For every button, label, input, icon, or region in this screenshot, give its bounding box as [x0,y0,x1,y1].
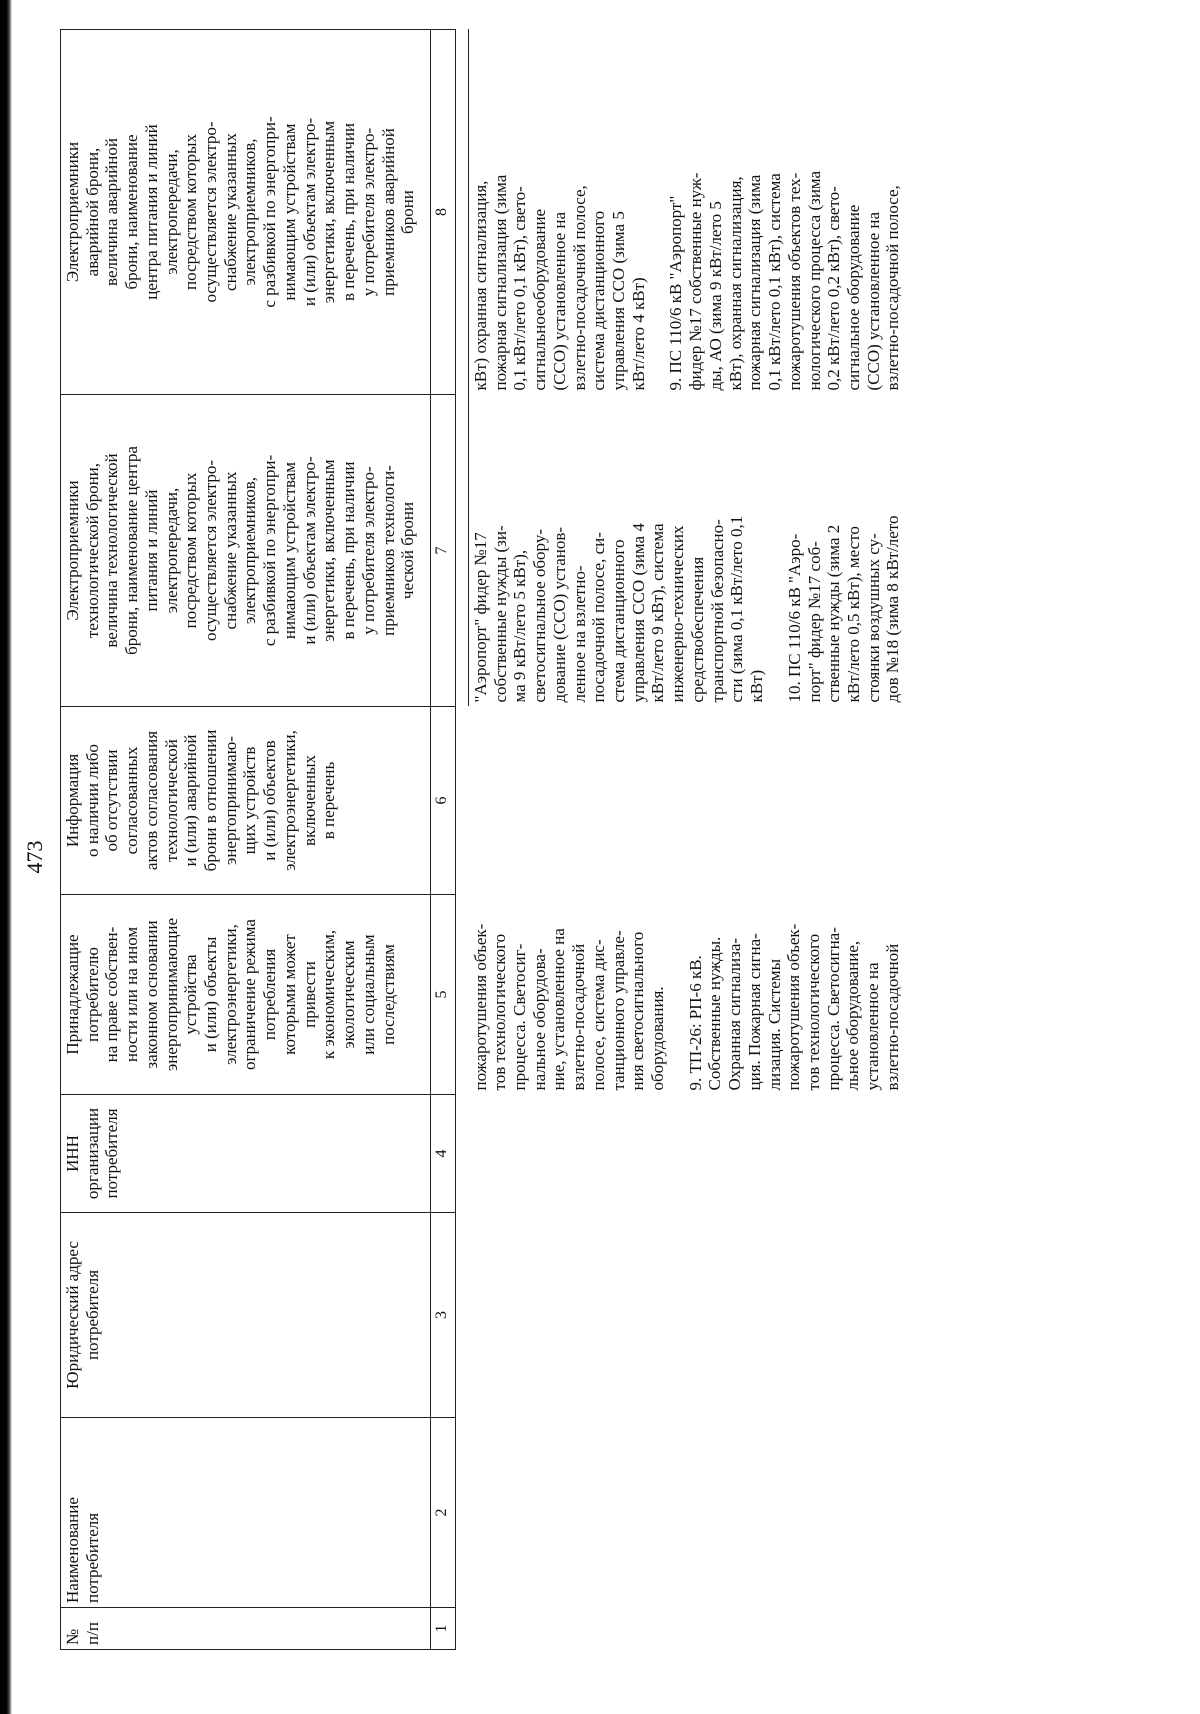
body-paragraph: 10. ПС 110/6 кВ "Аэро- порт" фидер №17 соб- ственные нужды (зима 2 кВт/лето 0,5 кВт), место стоянки воздушных су- дов №18 (зима 8 кВт/лето [784,515,903,703]
column-number: 1 [431,1608,456,1650]
body-cell-5 [469,895,1094,1095]
cell-empty [469,707,1094,895]
body-paragraph: пожаротушения объек- тов технологического процесса. Светосиг- нальное оборудова- ние, установленное на взлетно-посадочной полосе, система дис- танционного управле- ния светосигнального оборудования. [470,923,667,1091]
cell-empty [469,1095,1094,1213]
column-number: 8 [431,30,456,395]
body-paragraph: 9. ПС 110/6 кВ "Аэропорт" фидер №17 собственные нуж- ды, АО (зима 9 кВт/лето 5 кВт), охранная сигнализация, пожарная сигнализация (зима 0,1 кВт/лето 0,1 кВт), система пожаротушения объектов тех- нологического процесса (зима 0,2 кВт/лето 0,2 кВт), свето- сигнальное оборудование (ССО) установленное на взлетно-посадочной полосе, [666,170,903,391]
header-cell-1: № п/п [61,1608,431,1650]
column-number: 5 [431,895,456,1095]
header-cell-4: ИНН организации потребителя [61,1095,431,1213]
header-cell-6: Информация о наличии либо об отсутствии согласованных актов согласования технологической и (или) аварийной брони в отношении энергопринимаю- щих устройств и (или) объектов электроэнергетики, включенных в перечень [61,707,431,895]
consumer-table [60,29,1093,1650]
body-paragraph: "Аэропорт" фидер №17 собственные нужды (зи- ма 9 кВт/лето 5 кВт), светосигнальное обору- дование (ССО) установ- ленное на взлетно- посадочной полосе, си- стема дистанционного управления ССО (зима 4 кВт/лето 9 кВт), система инженерно-технических средствобеспечения транспортной безопасно- сти (зима 0,1 кВт/лето 0,1 кВт) [471,515,767,703]
page-number: 473 [22,840,47,874]
column-number-row [431,30,456,1650]
cell-empty [469,1418,1094,1608]
column-number: 3 [431,1213,456,1418]
column-number: 2 [431,1418,456,1608]
body-paragraph: кВт) охранная сигнализация, пожарная сигнализация (зима 0,1 кВт/лето 0,1 кВт), свето- сигнальноеоборудование (ССО) установленное на взлетно-посадочной полосе, система дистанционного управления ССО (зима 5 кВт/лето 4 кВт) [471,174,648,391]
column-number: 7 [431,395,456,707]
cell-empty [469,1608,1094,1650]
body-cell-8 [469,30,1094,395]
header-cell-8: Электроприемники аварийной брони, величина аварийной брони, наименование центра питания и линий электропередачи, посредством которых осуществляется электро- снабжение указанных электроприемников, с разбивкой по энергопри- нимающим устройствам и (или) объектам электро- энергетики, включенным в перечень, при наличии у потребителя электро- приемников аварийной брони [61,30,431,395]
body-cell-7 [469,395,1094,707]
column-number: 4 [431,1095,456,1213]
body-paragraph: 9. ТП-26: РП-6 кВ. Собственные нужды. Охранная сигнализа- ция. Пожарная сигна- лизация. Системы пожаротушения объек- тов технологического процесса. Светосигна- льное оборудование, установленное на взлетно-посадочной [685,923,902,1091]
header-cell-5: Принадлежащие потребителю на праве собствен- ности или на ином законном основании энергопринимающие устройства и (или) объекты электроэнергетики, ограничение режима потребления которыми может привести к экономическим, экологическим или социальным последствиям [61,895,431,1095]
cell-empty [469,1213,1094,1418]
header-row [61,30,431,1650]
header-cell-2: Наименование потребителя [61,1418,431,1608]
header-cell-3: Юридический адрес потребителя [61,1213,431,1418]
column-number: 6 [431,707,456,895]
separator-row [456,30,469,1650]
header-cell-7: Электроприемники технологической брони, величина технологической брони, наименование центра питания и линий электропередачи, посредством которых осуществляется электро- снабжение указанных электроприемников, с разбивкой по энергопри- нимающим устройствам и (или) объектам электро- энергетики, включенным в перечень, при наличии у потребителя электро- приемников технологи- ческой брони [61,395,431,707]
table-row [469,30,1094,1650]
